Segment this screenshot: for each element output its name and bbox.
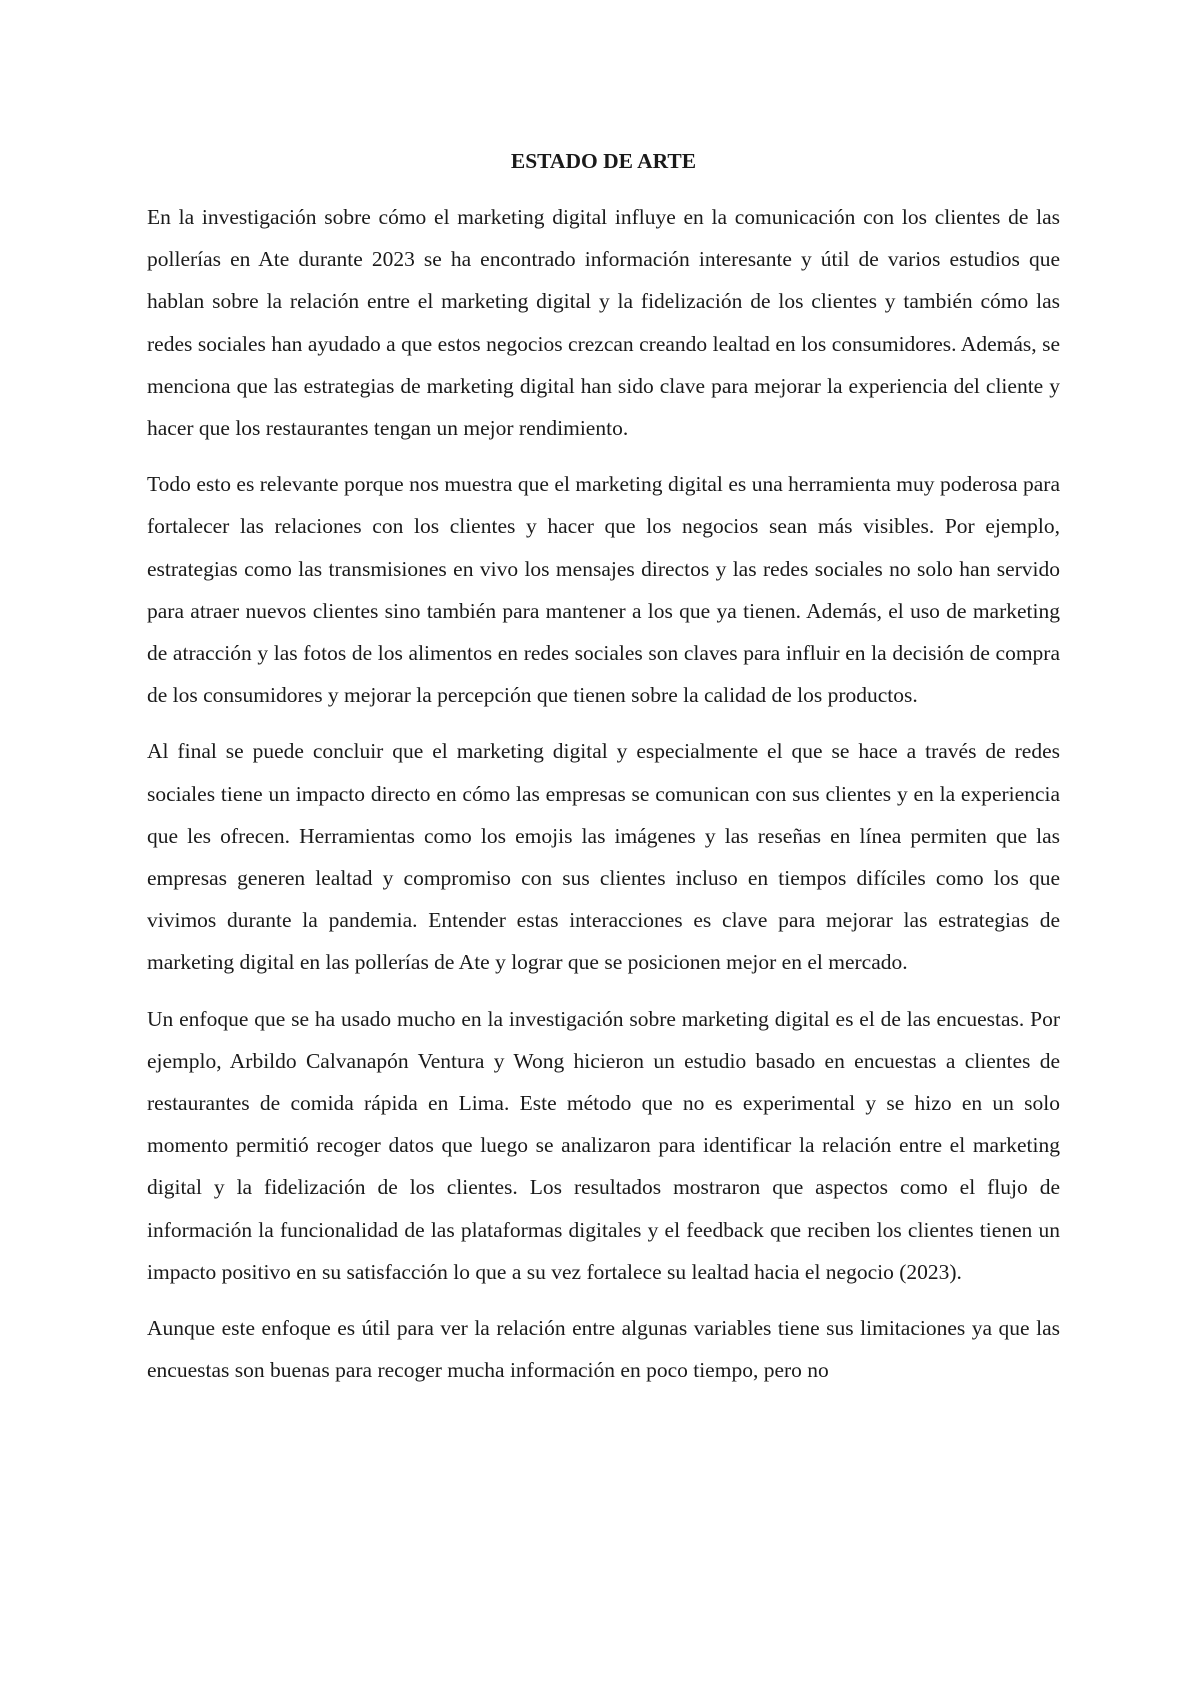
- document-title: ESTADO DE ARTE: [510, 149, 697, 173]
- paragraph-2: Todo esto es relevante porque nos muestra que el marketing digital es una herramienta muy poderosa para fortalecer las relaciones con los clientes y hacer que los negocios sean más visibles. Por ejemplo, estrategias como las transmisiones en vivo los mensajes directos y las redes sociales no solo han servido para atraer nuevos clientes sino también para mantener a los que ya tienen. Además, el uso de marketing de atracción y las fotos de los alimentos en redes sociales son claves para influir en la decisión de compra de los consumidores y mejorar la percepción que tienen sobre la calidad de los productos.: [147, 472, 1060, 708]
- paragraph-1: En la investigación sobre cómo el marketing digital influye en la comunicación con los clientes de las pollerías en Ate durante 2023 se ha encontrado información interesante y útil de varios estudios que hablan sobre la relación entre el marketing digital y la fidelización de los clientes y también cómo las redes sociales han ayudado a que estos negocios crezcan creando lealtad en los consumidores. Además, se menciona que las estrategias de marketing digital han sido clave para mejorar la experiencia del cliente y hacer que los restaurantes tengan un mejor rendimiento.: [147, 205, 1060, 441]
- paragraph-5: Aunque este enfoque es útil para ver la relación entre algunas variables tiene sus limitaciones ya que las encuestas son buenas para recoger mucha información en poco tiempo, pero no: [147, 1316, 1060, 1383]
- paragraph-4: Un enfoque que se ha usado mucho en la investigación sobre marketing digital es el de las encuestas. Por ejemplo, Arbildo Calvanapón Ventura y Wong hicieron un estudio basado en encuestas a clientes de restaurantes de comida rápida en Lima. Este método que no es experimental y se hizo en un solo momento permitió recoger datos que luego se analizaron para identificar la relación entre el marketing digital y la fidelización de los clientes. Los resultados mostraron que aspectos como el flujo de información la funcionalidad de las plataformas digitales y el feedback que reciben los clientes tienen un impacto positivo en su satisfacción lo que a su vez fortalece su lealtad hacia el negocio (2023).: [147, 1006, 1060, 1284]
- paragraph-3: Al final se puede concluir que el marketing digital y especialmente el que se hace a través de redes sociales tiene un impacto directo en cómo las empresas se comunican con sus clientes y en la experiencia que les ofrecen. Herramientas como los emojis las imágenes y las reseñas en línea permiten que las empresas generen lealtad y compromiso con sus clientes incluso en tiempos difíciles como los que vivimos durante la pandemia. Entender estas interacciones es clave para mejorar las estrategias de marketing digital en las pollerías de Ate y lograr que se posicionen mejor en el mercado.: [147, 739, 1060, 975]
- document-body: [147, 148, 1060, 1405]
